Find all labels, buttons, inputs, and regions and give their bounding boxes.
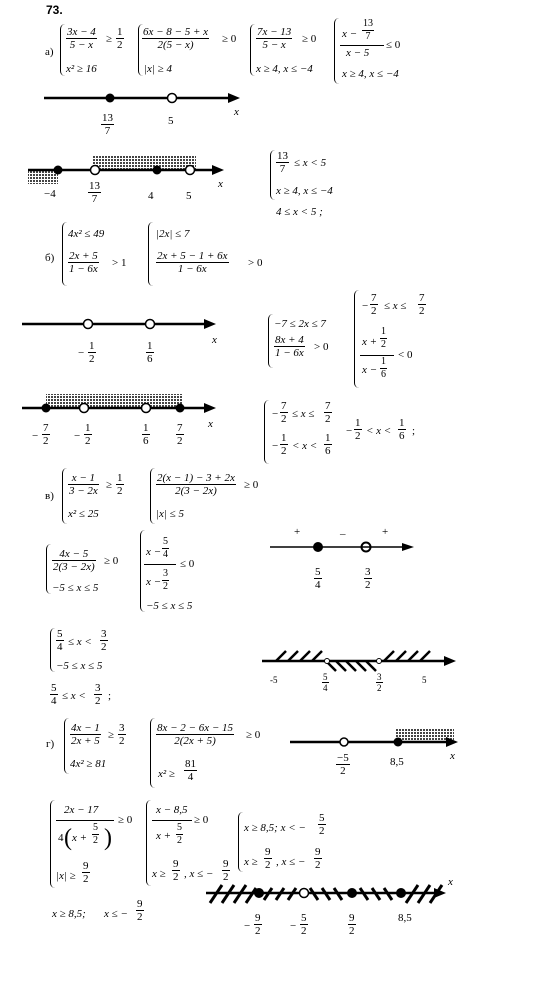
- part-a-l2-var: x: [218, 178, 223, 190]
- part-g-l2-var: x: [448, 876, 453, 888]
- part-g-l1-p1: $\frac{-5}{2}$: [337, 752, 349, 777]
- part-v-l1-p1: $\frac{5}{4}$: [315, 566, 321, 591]
- part-g-l1-var: x: [450, 750, 455, 762]
- part-a-answer: 4 ≤ x < 5 ;: [276, 206, 323, 218]
- part-b-l2-p4: $\frac{7}{2}$: [177, 422, 183, 447]
- part-v-l2-p2: $\frac{5}{4}$: [323, 672, 328, 693]
- minus-sign: −: [74, 430, 81, 442]
- part-b-l2-p1: $\frac{7}{2}$: [43, 422, 49, 447]
- part-a-l2-p3: 4: [148, 190, 154, 202]
- part-v-l1-p2: $\frac{3}{2}$: [365, 566, 371, 591]
- part-a-label: а): [45, 46, 54, 58]
- part-b-l1-var: x: [212, 334, 217, 346]
- part-a-l2-p4: 5: [186, 190, 192, 202]
- part-g-l2-p4: 8,5: [398, 912, 412, 924]
- part-b-l1-p2: $\frac{1}{6}$: [147, 340, 153, 365]
- part-a-l2-p1: −4: [44, 188, 56, 200]
- part-v-label: в): [45, 490, 54, 502]
- part-b-label: б): [45, 252, 55, 264]
- part-b-l2-var: x: [208, 418, 213, 430]
- plus-sign: +: [382, 526, 389, 538]
- part-g-l2-p2: $\frac{5}{2}$: [301, 912, 307, 937]
- problem-number: 73.: [46, 3, 63, 17]
- part-v-l2-p3: $\frac{3}{2}$: [377, 672, 382, 693]
- part-a-l1-var: x: [234, 106, 239, 118]
- part-g-l1-p2: 8,5: [390, 756, 404, 768]
- part-g-l2-p3: $\frac{9}{2}$: [349, 912, 355, 937]
- part-b-l2-p2: $\frac{1}{2}$: [85, 422, 91, 447]
- minus-sign: −: [32, 430, 39, 442]
- minus-sign: −: [290, 920, 297, 932]
- part-a-l1-p2: 5: [168, 115, 174, 127]
- part-v-l2-p1: -5: [270, 675, 278, 685]
- part-g-label: г): [46, 738, 55, 750]
- minus-sign: −: [78, 347, 85, 359]
- part-b-l1-p1: $\frac{1}{2}$: [89, 340, 95, 365]
- part-v-l2-p4: 5: [422, 675, 427, 685]
- part-a-l2-p2: $\frac{13}{7}$: [89, 180, 100, 205]
- minus-sign: −: [244, 920, 251, 932]
- plus-sign: +: [294, 526, 301, 538]
- part-g-l2-p1: $\frac{9}{2}$: [255, 912, 261, 937]
- minus-sign: –: [340, 528, 346, 540]
- part-b-l2-p3: $\frac{1}{6}$: [143, 422, 149, 447]
- part-a-l1-p1: $\frac{13}{7}$: [102, 112, 113, 137]
